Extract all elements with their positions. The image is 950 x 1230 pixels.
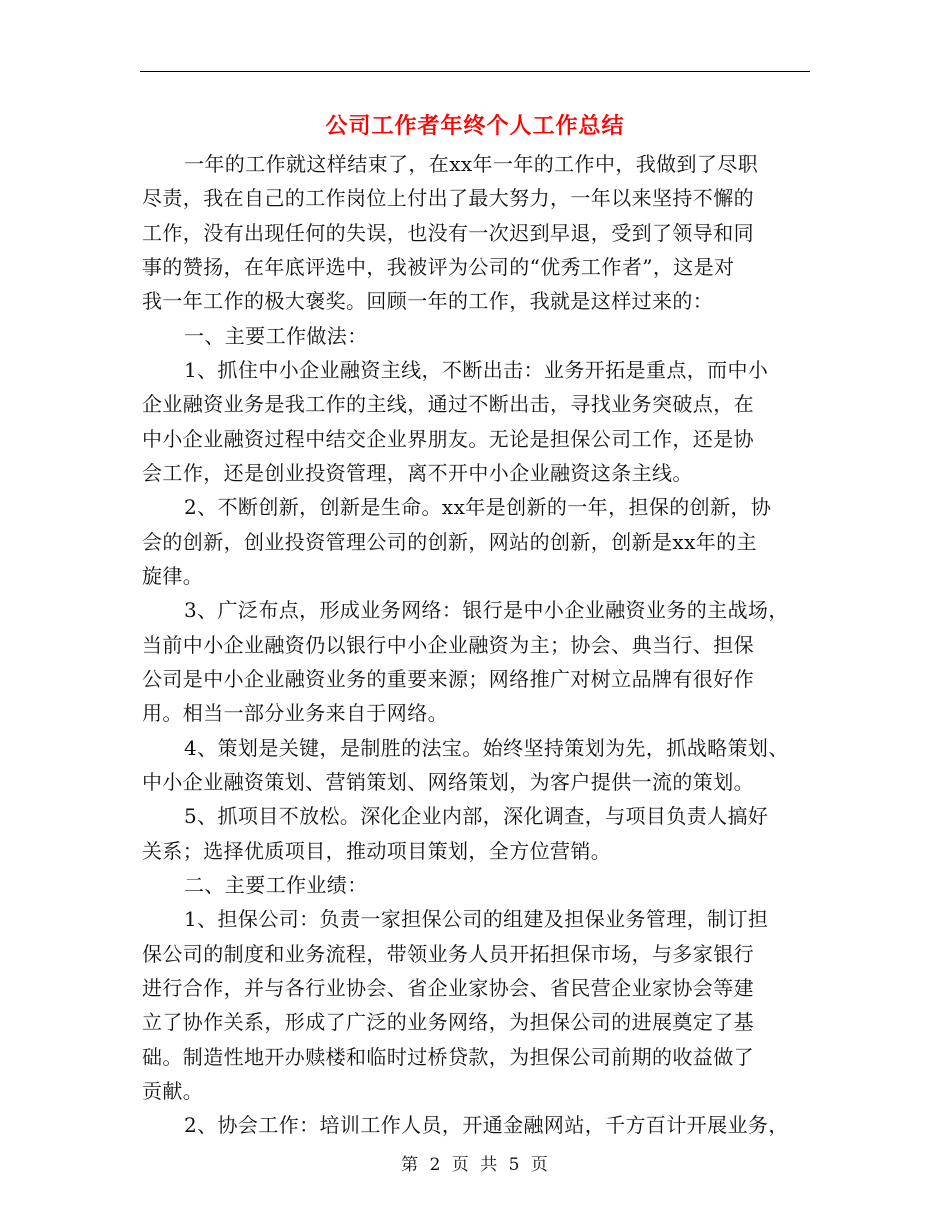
text-line: 企业融资业务是我工作的主线，通过不断出击，寻找业务突破点，在 xyxy=(142,392,754,417)
text-line: 会工作，还是创业投资管理，离不开中小企业融资这条主线。 xyxy=(142,460,693,485)
document-title: 公司工作者年终个人工作总结 xyxy=(325,113,625,139)
footer-page-word: 页 xyxy=(451,1155,470,1175)
text-line: 5、抓项目不放松。深化企业内部，深化调查，与项目负责人搞好 xyxy=(184,804,769,829)
text-line: 1、抓住中小企业融资主线，不断出击：业务开拓是重点，而中小 xyxy=(184,357,769,382)
section-heading: 二、主要工作业绩： xyxy=(184,872,368,897)
text-line: 进行合作，并与各行业协会、省企业家协会、省民营企业家协会等建 xyxy=(142,975,754,1000)
text-line: 贡献。 xyxy=(142,1078,204,1103)
footer-total-suffix: 页 xyxy=(530,1155,549,1175)
text-line: 中小企业融资过程中结交企业界朋友。无论是担保公司工作，还是协 xyxy=(142,426,754,451)
text-line: 关系；选择优质项目，推动项目策划，全方位营销。 xyxy=(142,838,612,863)
document-body xyxy=(142,147,810,1143)
text-line: 3、广泛布点，形成业务网络：银行是中小企业融资业务的主战场， xyxy=(184,598,789,623)
header-rule xyxy=(140,71,810,72)
text-line: 事的赞扬，在年底评选中，我被评为公司的“优秀工作者”，这是对 xyxy=(142,254,735,279)
text-line: 础。制造性地开办赎楼和临时过桥贷款，为担保公司前期的收益做了 xyxy=(142,1044,754,1069)
text-line: 中小企业融资策划、营销策划、网络策划，为客户提供一流的策划。 xyxy=(142,769,754,794)
section-heading: 一、主要工作做法： xyxy=(184,323,368,348)
text-line: 工作，没有出现任何的失误，也没有一次迟到早退，受到了领导和同 xyxy=(142,220,754,245)
current-page-number: 2 xyxy=(429,1155,442,1175)
text-line: 当前中小企业融资仍以银行中小企业融资为主；协会、典当行、担保 xyxy=(142,632,754,657)
text-line: 2、不断创新，创新是生命。xx年是创新的一年，担保的创新，协 xyxy=(184,495,772,520)
text-line: 我一年工作的极大褒奖。回顾一年的工作，我就是这样过来的： xyxy=(142,289,714,314)
total-page-number: 5 xyxy=(508,1155,521,1175)
text-line: 2、协会工作：培训工作人员，开通金融网站，千方百计开展业务， xyxy=(184,1113,789,1138)
page-footer xyxy=(0,1151,950,1179)
footer-total-prefix: 共 xyxy=(480,1155,499,1175)
text-line: 用。相当一部分业务来自于网络。 xyxy=(142,701,448,726)
footer-prefix: 第 xyxy=(401,1155,420,1175)
text-line: 立了协作关系，形成了广泛的业务网络，为担保公司的进展奠定了基 xyxy=(142,1010,754,1035)
text-line: 4、策划是关键，是制胜的法宝。始终坚持策划为先，抓战略策划、 xyxy=(184,735,789,760)
text-line: 旋律。 xyxy=(142,563,204,588)
text-line: 保公司的制度和业务流程，带领业务人员开拓担保市场，与多家银行 xyxy=(142,941,754,966)
text-line: 公司是中小企业融资业务的重要来源；网络推广对树立品牌有很好作 xyxy=(142,666,754,691)
text-line: 1、担保公司：负责一家担保公司的组建及担保业务管理，制订担 xyxy=(184,907,769,932)
text-line: 会的创新，创业投资管理公司的创新，网站的创新，创新是xx年的主 xyxy=(142,529,757,554)
text-line: 尽责，我在自己的工作岗位上付出了最大努力，一年以来坚持不懈的 xyxy=(142,186,754,211)
text-line: 一年的工作就这样结束了，在xx年一年的工作中，我做到了尽职 xyxy=(184,152,759,176)
